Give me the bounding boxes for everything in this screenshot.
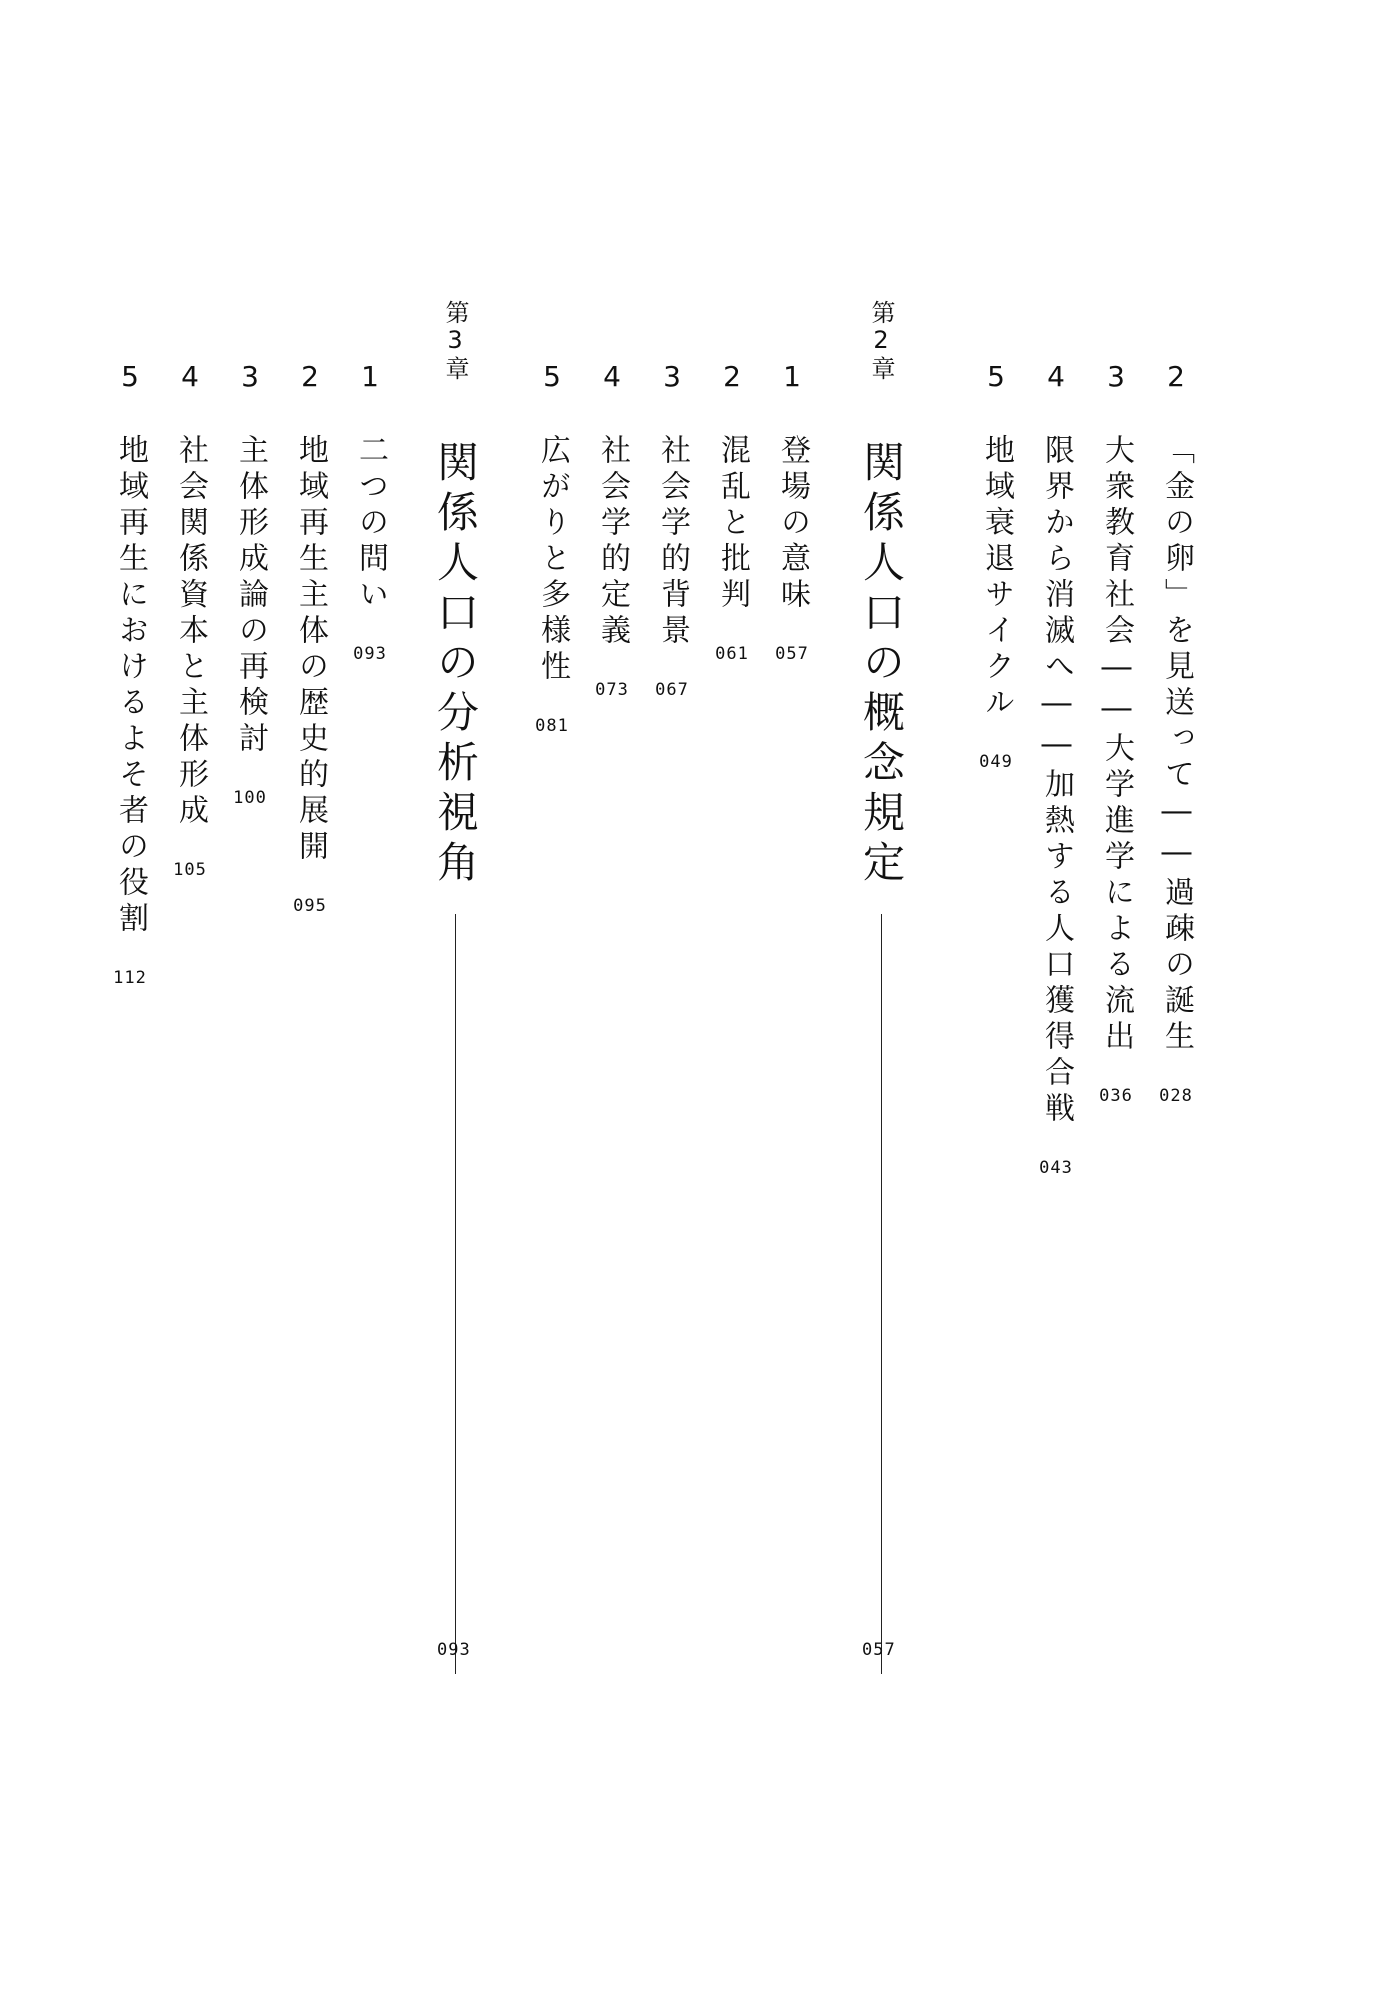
- section-number: 4: [603, 360, 621, 393]
- section-title: 地域再生主体の歴史的展開: [293, 434, 328, 866]
- section-title: 地域衰退サイクル: [979, 434, 1014, 722]
- toc-entry[interactable]: [100, 360, 160, 988]
- section-title: 登場の意味: [775, 434, 810, 614]
- page-number: 073: [595, 680, 629, 700]
- page-number: 057: [775, 644, 809, 664]
- section-number: 4: [1047, 360, 1065, 393]
- page-number: 093: [353, 644, 387, 664]
- section-number: 5: [121, 360, 139, 393]
- page-number: 067: [655, 680, 689, 700]
- chapter-label: 第3章: [441, 300, 469, 382]
- toc-entry[interactable]: [966, 360, 1026, 772]
- toc-entry[interactable]: [160, 360, 220, 880]
- section-title: 大衆教育社会――大学進学による流出: [1099, 434, 1134, 1056]
- chapter-label: 第2章: [867, 300, 895, 382]
- chapter-heading[interactable]: [846, 300, 916, 1674]
- page-number: 036: [1099, 1086, 1133, 1106]
- section-number: 3: [663, 360, 681, 393]
- section-title: 限界から消滅へ――加熱する人口獲得合戦: [1039, 434, 1074, 1128]
- section-title: 広がりと多様性: [535, 434, 570, 686]
- page-number: 043: [1039, 1158, 1073, 1178]
- section-number: 4: [181, 360, 199, 393]
- section-number: 5: [987, 360, 1005, 393]
- toc-entry[interactable]: [1026, 360, 1086, 1178]
- toc-entry[interactable]: [1146, 360, 1206, 1106]
- page-number: 105: [173, 860, 207, 880]
- toc-entry[interactable]: [220, 360, 280, 808]
- toc-entry[interactable]: [762, 360, 822, 664]
- section-title: 社会関係資本と主体形成: [173, 434, 208, 830]
- section-number: 3: [1107, 360, 1125, 393]
- chapter-page-number: 057: [862, 1640, 896, 1660]
- chapter-page-number: 093: [437, 1640, 471, 1660]
- section-title: 二つの問い: [353, 434, 388, 614]
- toc-entry[interactable]: [340, 360, 400, 664]
- toc-entry[interactable]: [582, 360, 642, 700]
- chapter-rule: [455, 914, 456, 1674]
- toc-entry[interactable]: [522, 360, 582, 736]
- page-number: 049: [979, 752, 1013, 772]
- section-number: 1: [783, 360, 801, 393]
- section-title: 混乱と批判: [715, 434, 750, 614]
- toc-entry[interactable]: [642, 360, 702, 700]
- page-number: 061: [715, 644, 749, 664]
- page-number: 112: [113, 968, 147, 988]
- section-number: 3: [241, 360, 259, 393]
- section-title: 社会学的定義: [595, 434, 630, 650]
- chapter-title: 関係人口の概念規定: [857, 440, 906, 890]
- section-number: 2: [1167, 360, 1185, 393]
- page-number: 095: [293, 896, 327, 916]
- toc-entry[interactable]: [1086, 360, 1146, 1106]
- chapter-title: 関係人口の分析視角: [431, 440, 480, 890]
- section-number: 5: [543, 360, 561, 393]
- section-title: 社会学的背景: [655, 434, 690, 650]
- section-number: 1: [361, 360, 379, 393]
- section-title: 「金の卵」を見送って――過疎の誕生: [1159, 434, 1194, 1056]
- page-number: 028: [1159, 1086, 1193, 1106]
- section-number: 2: [301, 360, 319, 393]
- section-title: 主体形成論の再検討: [233, 434, 268, 758]
- chapter-rule: [881, 914, 882, 1674]
- toc-entry[interactable]: [280, 360, 340, 916]
- page-number: 100: [233, 788, 267, 808]
- chapter-heading[interactable]: [420, 300, 490, 1674]
- section-number: 2: [723, 360, 741, 393]
- page-number: 081: [535, 716, 569, 736]
- toc-entry[interactable]: [702, 360, 762, 664]
- section-title: 地域再生におけるよそ者の役割: [113, 434, 148, 938]
